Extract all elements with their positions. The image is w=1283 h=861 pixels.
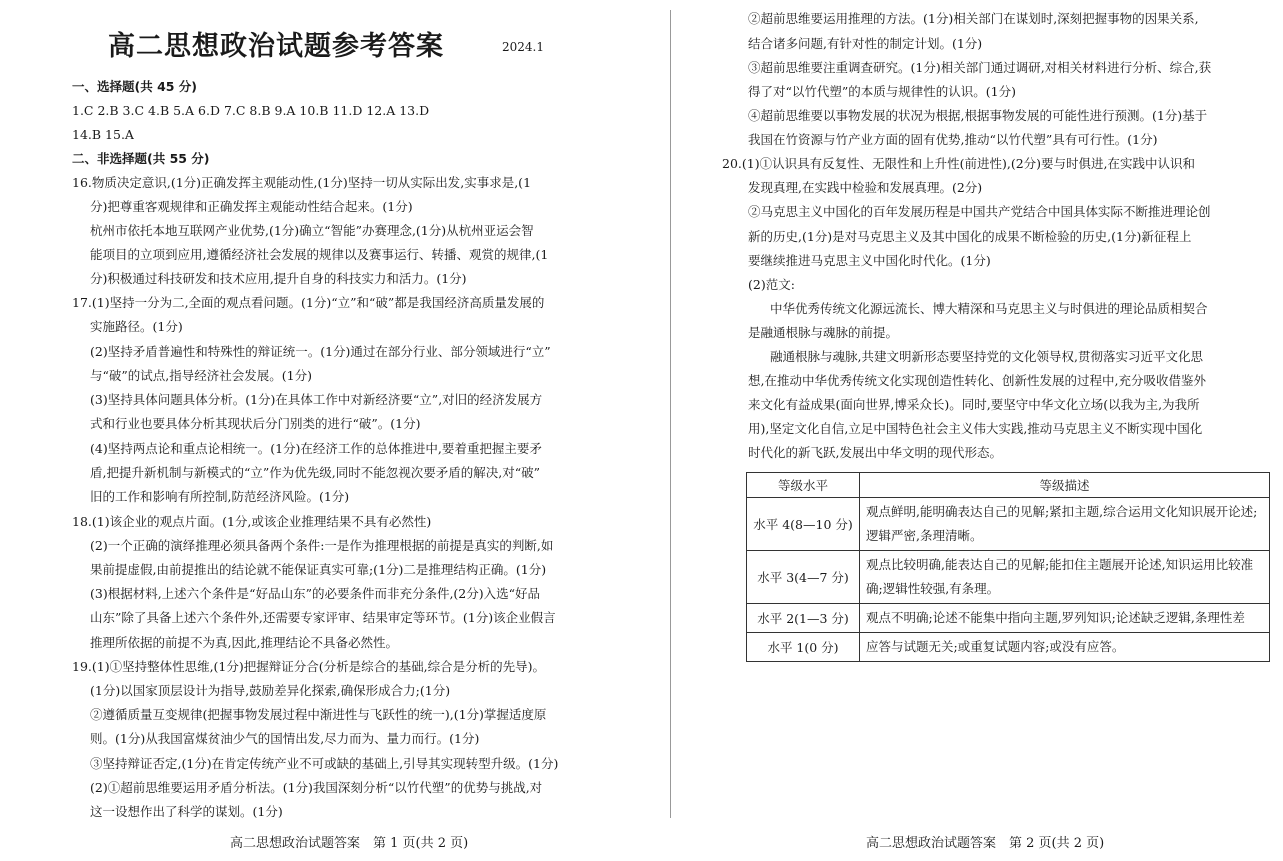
text-line: 18.(1)该企业的观点片面。(1分,或该企业推理结果不具有必然性) bbox=[72, 514, 432, 529]
text-line: ④超前思维要以事物发展的状况为根据,根据事物发展的可能性进行预测。(1分)基于 bbox=[748, 108, 1208, 123]
level-cell: 水平 3(4—7 分) bbox=[747, 551, 860, 604]
text-line: 用),坚定文化自信,立足中国特色社会主义伟大实践,推动马克思主义不断实现中国化 bbox=[748, 421, 1203, 436]
text-line: 能项目的立项到应用,遵循经济社会发展的规律以及赛事运行、转播、观赏的规律,(1 bbox=[90, 247, 549, 262]
table-row bbox=[747, 551, 1270, 604]
text-line: 来文化有益成果(面向世界,博采众长)。同时,要坚守中华文化立场(以我为主,为我所 bbox=[748, 397, 1200, 412]
text-line: 结合诸多问题,有针对性的制定计划。(1分) bbox=[748, 36, 983, 51]
description-cell: 观点比较明确,能表达自己的见解;能扣住主题展开论述,知识运用比较准确;逻辑性较强,有条理。 bbox=[860, 551, 1270, 604]
text-line: 新的历史,(1分)是对马克思主义及其中国化的成果不断检验的历史,(1分)新征程上 bbox=[748, 229, 1192, 244]
text-line: ③坚持辩证否定,(1分)在肯定传统产业不可或缺的基础上,引导其实现转型升级。(1分) bbox=[90, 756, 559, 771]
text-line: 1.C 2.B 3.C 4.B 5.A 6.D 7.C 8.B 9.A 10.B 11.D 12.A 13.D bbox=[72, 103, 430, 118]
text-line: 旧的工作和影响有所控制,防范经济风险。(1分) bbox=[90, 489, 350, 504]
table-row bbox=[747, 604, 1270, 633]
header-description: 等级描述 bbox=[860, 473, 1270, 498]
text-line: 19.(1)①坚持整体性思维,(1分)把握辩证分合(分析是综合的基础,综合是分析的先导)。 bbox=[72, 659, 545, 674]
exam-date: 2024.1 bbox=[502, 40, 544, 54]
text-line: 分)积极通过科技研发和技术应用,提升自身的科技实力和活力。(1分) bbox=[90, 271, 467, 286]
text-line: (2)一个正确的演绎推理必须具备两个条件:一是作为推理根据的前提是真实的判断,如 bbox=[90, 538, 554, 553]
text-line: 杭州市依托本地互联网产业优势,(1分)确立“智能”办赛理念,(1分)从杭州亚运会智 bbox=[90, 223, 534, 238]
text-line: 得了对“以竹代塑”的本质与规律性的认识。(1分) bbox=[748, 84, 1016, 99]
text-line: 17.(1)坚持一分为二,全面的观点看问题。(1分)“立”和“破”都是我国经济高质量发展的 bbox=[72, 295, 545, 310]
page2-footer: 高二思想政治试题答案 第 2 页(共 2 页) bbox=[866, 836, 1105, 851]
text-line: 中华优秀传统文化源远流长、博大精深和马克思主义与时俱进的理论品质相契合 bbox=[770, 301, 1208, 316]
text-line: 果前提虚假,由前提推出的结论就不能保证真实可靠;(1分)二是推理结构正确。(1分) bbox=[90, 562, 547, 577]
text-line: 与“破”的试点,指导经济社会发展。(1分) bbox=[90, 368, 312, 383]
description-cell: 应答与试题无关;或重复试题内容;或没有应答。 bbox=[860, 633, 1270, 662]
level-cell: 水平 2(1—3 分) bbox=[747, 604, 860, 633]
text-line: 则。(1分)从我国富煤贫油少气的国情出发,尽力而为、量力而行。(1分) bbox=[90, 731, 480, 746]
text-line: ②超前思维要运用推理的方法。(1分)相关部门在谋划时,深刻把握事物的因果关系, bbox=[748, 11, 1199, 26]
grading-table bbox=[746, 472, 1270, 662]
text-line: 二、非选择题(共 55 分) bbox=[72, 151, 210, 166]
text-line: 式和行业也要具体分析其现状后分门别类的进行“破”。(1分) bbox=[90, 416, 421, 431]
text-line: ②遵循质量互变规律(把握事物发展过程中渐进性与飞跃性的统一),(1分)掌握适度原 bbox=[90, 707, 547, 722]
level-cell: 水平 4(8—10 分) bbox=[747, 498, 860, 551]
text-line: 推理所依据的前提不为真,因此,推理结论不具备必然性。 bbox=[90, 635, 398, 650]
text-line: ②马克思主义中国化的百年发展历程是中国共产党结合中国具体实际不断推进理论创 bbox=[748, 204, 1211, 219]
text-line: (3)根据材料,上述六个条件是“好品山东”的必要条件而非充分条件,(2分)入选“好品 bbox=[90, 586, 541, 601]
text-line: 发现真理,在实践中检验和发展真理。(2分) bbox=[748, 180, 983, 195]
text-line: 20.(1)①认识具有反复性、无限性和上升性(前进性),(2分)要与时俱进,在实践中认识和 bbox=[722, 156, 1195, 171]
page1-footer: 高二思想政治试题答案 第 1 页(共 2 页) bbox=[230, 836, 469, 851]
page-divider bbox=[670, 10, 671, 818]
text-line: (2)范文: bbox=[748, 277, 795, 292]
text-line: 一、选择题(共 45 分) bbox=[72, 79, 198, 94]
text-line: 山东”除了具备上述六个条件外,还需要专家评审、结果审定等环节。(1分)该企业假言 bbox=[90, 610, 556, 625]
text-line: 是融通根脉与魂脉的前提。 bbox=[748, 325, 899, 340]
text-line: (2)①超前思维要运用矛盾分析法。(1分)我国深刻分析“以竹代塑”的优势与挑战,对 bbox=[90, 780, 543, 795]
page-title: 高二思想政治试题参考答案 bbox=[108, 31, 444, 62]
text-line: 16.物质决定意识,(1分)正确发挥主观能动性,(1分)坚持一切从实际出发,实事求是,(1 bbox=[72, 175, 532, 190]
text-line: 实施路径。(1分) bbox=[90, 319, 183, 334]
description-cell: 观点鲜明,能明确表达自己的见解;紧扣主题,综合运用文化知识展开论述;逻辑严密,条理清晰。 bbox=[860, 498, 1270, 551]
text-line: (3)坚持具体问题具体分析。(1分)在具体工作中对新经济要“立”,对旧的经济发展方 bbox=[90, 392, 543, 407]
table-row bbox=[747, 498, 1270, 551]
grading-table-header bbox=[747, 473, 1270, 498]
text-line: (4)坚持两点论和重点论相统一。(1分)在经济工作的总体推进中,要着重把握主要矛 bbox=[90, 441, 542, 456]
header-level: 等级水平 bbox=[747, 473, 860, 498]
text-line: 融通根脉与魂脉,共建文明新形态要坚持党的文化领导权,贯彻落实习近平文化思 bbox=[770, 349, 1203, 364]
text-line: 14.B 15.A bbox=[72, 127, 134, 142]
text-line: 我国在竹资源与竹产业方面的固有优势,推动“以竹代塑”具有可行性。(1分) bbox=[748, 132, 1158, 147]
text-line: 时代化的新飞跃,发展出中华文明的现代形态。 bbox=[748, 445, 1002, 460]
text-line: 盾,把提升新机制与新模式的“立”作为优先级,同时不能忽视次要矛盾的解决,对“破” bbox=[90, 465, 540, 480]
text-line: ③超前思维要注重调查研究。(1分)相关部门通过调研,对相关材料进行分析、综合,获 bbox=[748, 60, 1212, 75]
text-line: 想,在推动中华优秀传统文化实现创造性转化、创新性发展的过程中,充分吸收借鉴外 bbox=[748, 373, 1206, 388]
description-cell: 观点不明确;论述不能集中指向主题,罗列知识;论述缺乏逻辑,条理性差 bbox=[860, 604, 1270, 633]
table-row bbox=[747, 633, 1270, 662]
text-line: 分)把尊重客观规律和正确发挥主观能动性结合起来。(1分) bbox=[90, 199, 413, 214]
level-cell: 水平 1(0 分) bbox=[747, 633, 860, 662]
text-line: (1分)以国家顶层设计为指导,鼓励差异化探索,确保形成合力;(1分) bbox=[90, 683, 451, 698]
text-line: 要继续推进马克思主义中国化时代化。(1分) bbox=[748, 253, 991, 268]
text-line: (2)坚持矛盾普遍性和特殊性的辩证统一。(1分)通过在部分行业、部分领域进行“立” bbox=[90, 344, 551, 359]
text-line: 这一设想作出了科学的谋划。(1分) bbox=[90, 804, 283, 819]
